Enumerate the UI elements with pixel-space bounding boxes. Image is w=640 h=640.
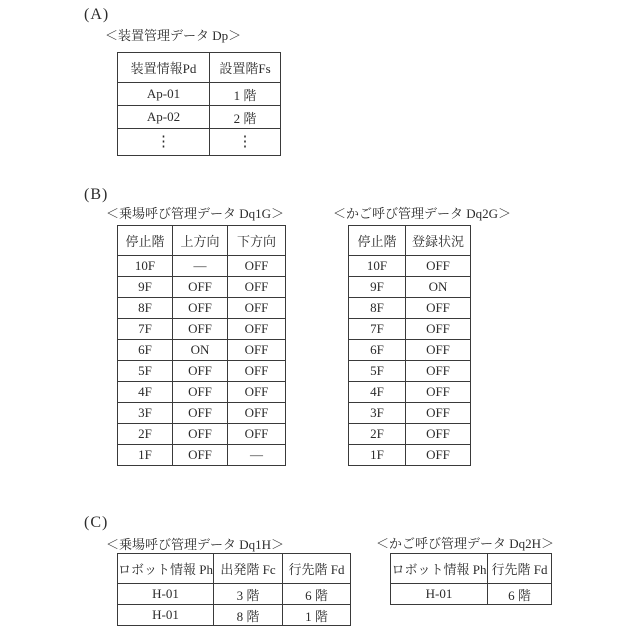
column-header: 行先階 Fd [488,554,552,584]
table-cell: OFF [228,382,286,403]
column-header: ロボット情報 Ph [118,554,214,584]
table-cell: OFF [173,382,228,403]
table-row [118,424,286,445]
table-cell: 6F [349,340,406,361]
hall-call-table-h-title: ＜乗場呼び管理データ Dq1H＞ [106,537,285,552]
table-cell: 5F [118,361,173,382]
table-row [118,361,286,382]
table-cell: OFF [406,319,471,340]
column-header: 行先階 Fd [283,554,351,584]
column-header: 下方向 [228,226,286,256]
section-a-label: (A) [84,6,110,23]
column-header: 設置階Fs [210,53,281,83]
table-cell: 2F [118,424,173,445]
table-row [118,106,281,129]
car-call-management-table-h [390,553,552,605]
table-cell: 2 階 [210,106,281,129]
table-header-row [118,226,286,256]
section-b-label: (B) [84,186,109,203]
table-cell: OFF [406,403,471,424]
table-cell: ⋮ [118,129,210,156]
column-header: 装置情報Pd [118,53,210,83]
table-cell: 8 階 [214,605,283,626]
table-row [118,129,281,156]
table-row [349,256,471,277]
table-row [349,445,471,466]
table-row [118,403,286,424]
table-cell: OFF [173,319,228,340]
table-cell: Ap-01 [118,83,210,106]
table-row [349,403,471,424]
table-cell: 7F [118,319,173,340]
table-cell: 1F [349,445,406,466]
table-cell: 1 階 [283,605,351,626]
table-cell: 9F [118,277,173,298]
table-header-row [118,554,351,584]
table-cell: OFF [173,277,228,298]
table-cell: 1F [118,445,173,466]
table-row [349,340,471,361]
table-header-row [349,226,471,256]
table-row [118,445,286,466]
table-cell: 6 階 [283,584,351,605]
table-cell: H-01 [118,605,214,626]
column-header: 停止階 [118,226,173,256]
table-cell: 6F [118,340,173,361]
table-row [118,319,286,340]
table-row [118,382,286,403]
car-call-table-g-title: ＜かご呼び管理データ Dq2G＞ [333,206,512,221]
column-header: 登録状況 [406,226,471,256]
table-cell: OFF [406,445,471,466]
table-cell: 3F [349,403,406,424]
table-row [391,584,552,605]
table-cell: OFF [406,256,471,277]
table-cell: — [173,256,228,277]
car-call-table-h-title: ＜かご呼び管理データ Dq2H＞ [376,536,555,551]
table-row [349,298,471,319]
table-cell: OFF [173,445,228,466]
table-cell: OFF [173,298,228,319]
table-cell: 5F [349,361,406,382]
table-row [118,256,286,277]
table-row [118,298,286,319]
table-cell: 3 階 [214,584,283,605]
table-cell: 9F [349,277,406,298]
table-cell: 3F [118,403,173,424]
table-row [349,319,471,340]
table-cell: 1 階 [210,83,281,106]
table-row [349,361,471,382]
table-cell: OFF [173,424,228,445]
table-cell: OFF [228,277,286,298]
table-cell: H-01 [118,584,214,605]
table-header-row [118,53,281,83]
column-header: 停止階 [349,226,406,256]
table-cell: OFF [228,361,286,382]
table-row [349,382,471,403]
table-header-row [391,554,552,584]
device-management-table [117,52,281,156]
table-cell: OFF [228,340,286,361]
table-cell: OFF [228,424,286,445]
table-cell: OFF [228,256,286,277]
car-call-management-table-g [348,225,471,466]
table-cell: ON [406,277,471,298]
table-cell: 6 階 [488,584,552,605]
table-row [118,605,351,626]
table-row [118,83,281,106]
table-cell: 4F [118,382,173,403]
table-cell: OFF [228,298,286,319]
table-cell: 7F [349,319,406,340]
table-cell: OFF [406,424,471,445]
device-table-title: ＜装置管理データ Dp＞ [105,28,242,43]
table-row [118,277,286,298]
section-c-label: (C) [84,514,109,531]
table-cell: OFF [406,382,471,403]
table-cell: 10F [118,256,173,277]
hall-call-management-table-h [117,553,351,626]
hall-call-table-g-title: ＜乗場呼び管理データ Dq1G＞ [106,206,285,221]
table-cell: ⋮ [210,129,281,156]
hall-call-management-table-g [117,225,286,466]
table-row [118,340,286,361]
table-row [118,584,351,605]
table-cell: 10F [349,256,406,277]
column-header: ロボット情報 Ph [391,554,488,584]
table-cell: OFF [406,340,471,361]
table-row [349,424,471,445]
table-cell: 4F [349,382,406,403]
table-cell: OFF [406,298,471,319]
table-cell: 8F [118,298,173,319]
table-cell: OFF [228,319,286,340]
table-cell: 8F [349,298,406,319]
table-cell: OFF [173,403,228,424]
table-cell: H-01 [391,584,488,605]
table-cell: OFF [228,403,286,424]
table-cell: Ap-02 [118,106,210,129]
table-cell: OFF [173,361,228,382]
table-cell: — [228,445,286,466]
column-header: 上方向 [173,226,228,256]
table-row [349,277,471,298]
table-cell: ON [173,340,228,361]
column-header: 出発階 Fc [214,554,283,584]
table-cell: OFF [406,361,471,382]
table-cell: 2F [349,424,406,445]
